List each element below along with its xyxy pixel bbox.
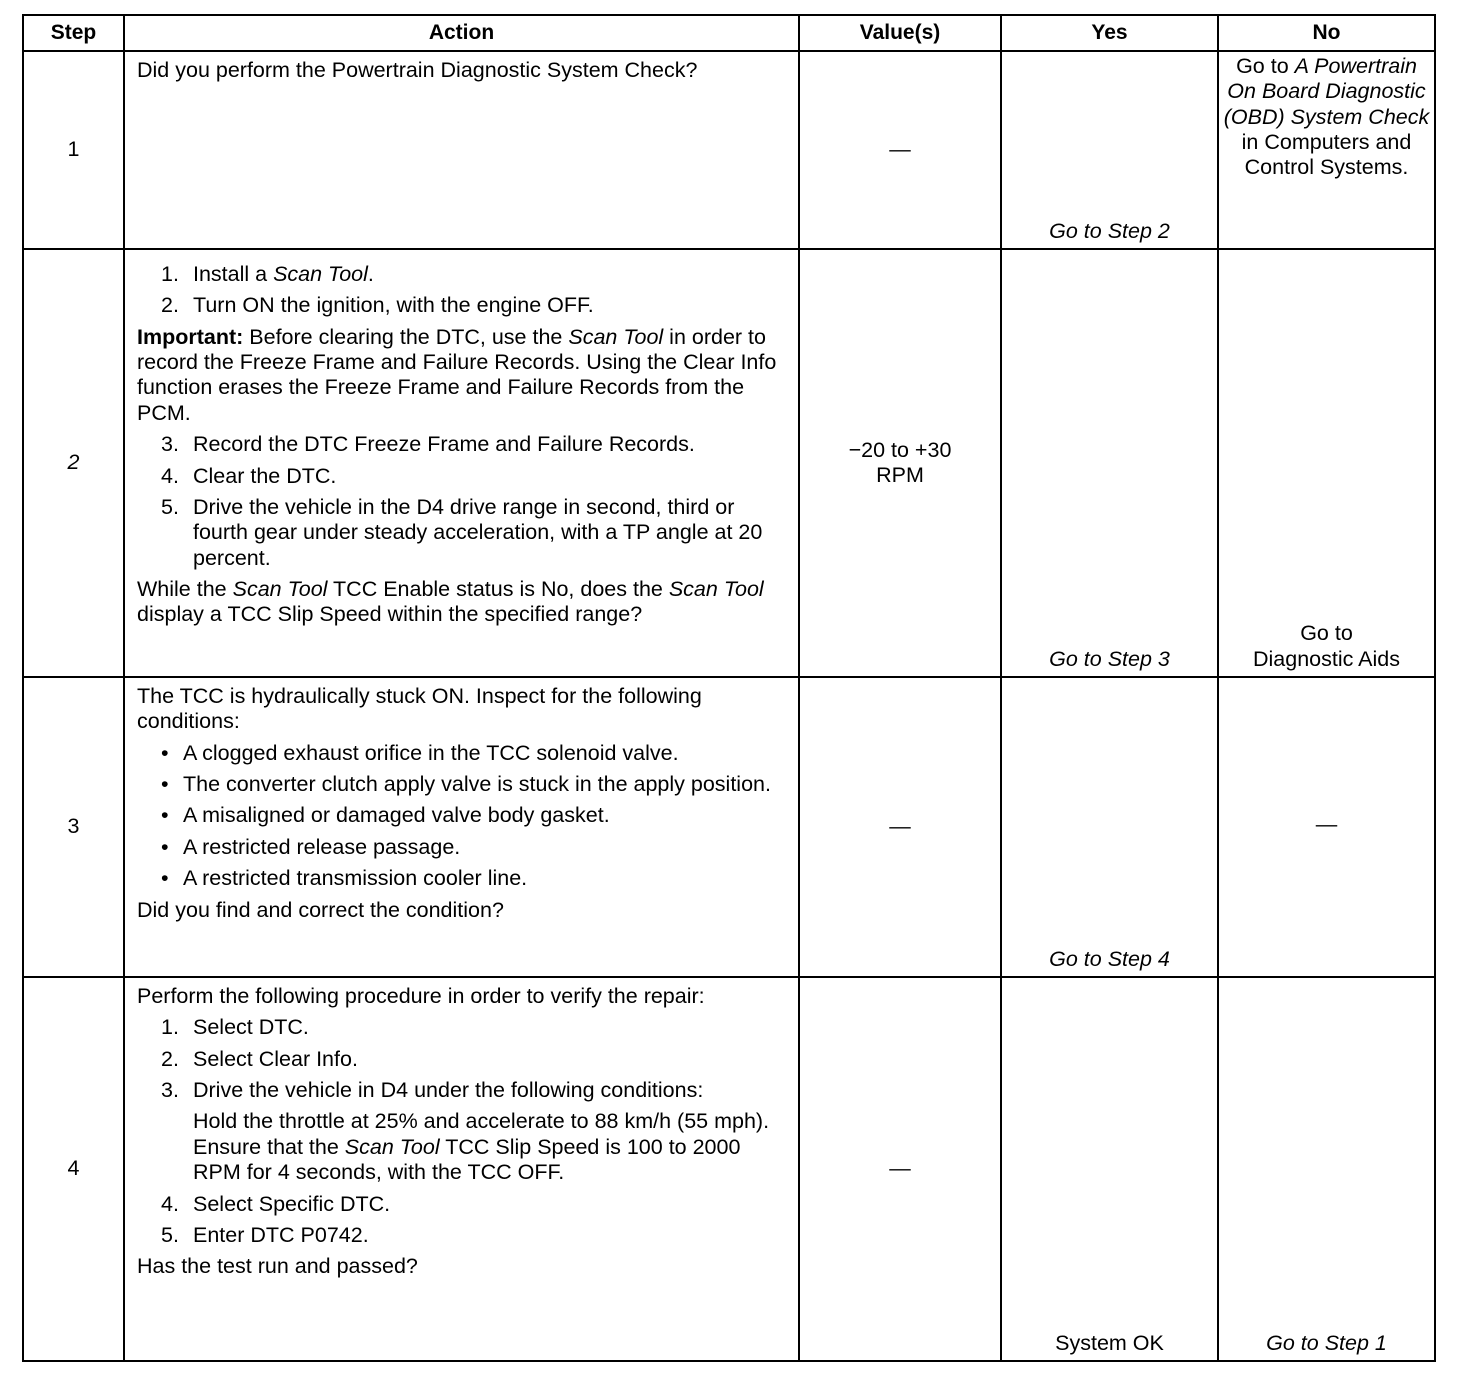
step-number: 3 — [23, 677, 124, 977]
bullet-icon: • — [161, 803, 169, 828]
list-text: A restricted release passage. — [183, 834, 461, 859]
no-cell — [1218, 51, 1435, 249]
action-cell — [124, 977, 799, 1361]
sub-text-em: Scan Tool — [344, 1134, 440, 1159]
yes-result: System OK — [1001, 977, 1218, 1361]
table-row — [23, 677, 1435, 977]
sub-text: Hold the throttle at 25% and accelerate to 88 km/h (55 mph). Ensure that the — [193, 1109, 770, 1159]
header-step: Step — [23, 15, 124, 51]
note-text: Before clearing the DTC, use the — [243, 324, 569, 349]
list-number: 2. — [161, 1046, 179, 1071]
sub-instruction — [193, 1109, 790, 1185]
list-item — [161, 1078, 790, 1103]
bullet-icon: • — [161, 740, 169, 765]
list-number: 3. — [161, 432, 179, 457]
list-item — [161, 262, 790, 287]
list-item — [161, 1192, 790, 1217]
list-text: The converter clutch apply valve is stuck in the apply position. — [183, 772, 771, 797]
yes-link[interactable]: Go to Step 2 — [1001, 51, 1218, 249]
list-number: 4. — [161, 1191, 179, 1216]
action-intro: Perform the following procedure in order to verify the repair: — [137, 984, 705, 1008]
value-text: −20 to +30 RPM — [848, 437, 952, 487]
action-cell — [124, 249, 799, 677]
sub-text: TCC Slip Speed is 100 to 2000 RPM for 4 seconds, with the TCC OFF. — [193, 1134, 741, 1185]
list-item — [161, 1047, 790, 1072]
yes-link[interactable]: Go to Step 3 — [1001, 249, 1218, 677]
list-item — [161, 1223, 790, 1248]
header-no: No — [1218, 15, 1435, 51]
list-item — [161, 293, 790, 318]
list-item — [161, 866, 790, 891]
important-note — [137, 325, 790, 426]
action-cell — [124, 677, 799, 977]
list-text: Turn ON the ignition, with the engine OFF. — [193, 293, 594, 318]
step-number: 1 — [23, 51, 124, 249]
header-yes: Yes — [1001, 15, 1218, 51]
header-values: Value(s) — [799, 15, 1001, 51]
list-item — [161, 1015, 790, 1040]
question-text: display a TCC Slip Speed within the specified range? — [137, 602, 643, 627]
list-item — [161, 803, 790, 828]
value-cell: — — [799, 677, 1001, 977]
no-cell: — — [1218, 677, 1435, 977]
table-row — [23, 977, 1435, 1361]
header-row — [23, 15, 1435, 51]
action-intro: The TCC is hydraulically stuck ON. Inspect for the following conditions: — [137, 684, 702, 734]
header-action: Action — [124, 15, 799, 51]
note-text-em: Scan Tool — [568, 324, 664, 349]
list-number: 4. — [161, 463, 179, 488]
action-cell — [124, 51, 799, 249]
list-number: 5. — [161, 494, 179, 519]
value-cell: — — [799, 51, 1001, 249]
list-item — [161, 495, 790, 571]
no-link[interactable]: Go to Step 1 — [1218, 977, 1435, 1361]
list-item — [161, 464, 790, 489]
bullet-icon: • — [161, 772, 169, 797]
list-text: Drive the vehicle in the D4 drive range in second, third or fourth gear under steady acceleration, with a TP angle at 20 percent. — [193, 494, 763, 570]
list-item — [161, 772, 790, 797]
list-text: A clogged exhaust orifice in the TCC solenoid valve. — [183, 740, 679, 765]
step-number: 4 — [23, 977, 124, 1361]
bullet-icon: • — [161, 834, 169, 859]
list-text: . — [367, 262, 374, 286]
note-text: in order to record the Freeze Frame and Failure Records. Using the Clear Info function erases the Freeze Frame and Failure Records from the PCM. — [137, 324, 777, 425]
no-link[interactable]: A Powertrain On Board Diagnostic (OBD) System Check — [1223, 54, 1430, 129]
list-item — [161, 835, 790, 860]
list-text: Clear the DTC. — [193, 463, 337, 488]
list-text: Select Specific DTC. — [193, 1191, 391, 1216]
value-cell: — — [799, 977, 1001, 1361]
value-cell — [799, 249, 1001, 677]
action-question — [137, 577, 790, 628]
table-row — [23, 249, 1435, 677]
no-text: Go to Diagnostic Aids — [1253, 621, 1400, 671]
diagnostic-table — [22, 14, 1436, 1362]
table-row — [23, 51, 1435, 249]
list-text: A restricted transmission cooler line. — [183, 866, 528, 891]
question-text-em: Scan Tool — [232, 576, 328, 601]
no-prefix: Go to — [1236, 54, 1289, 78]
action-question: Has the test run and passed? — [137, 1254, 418, 1279]
important-label: Important: — [137, 324, 244, 349]
list-text: Drive the vehicle in D4 under the following conditions: — [193, 1078, 704, 1103]
list-text-em: Scan Tool — [273, 262, 368, 286]
bullet-icon: • — [161, 866, 169, 891]
list-text: Select DTC. — [193, 1015, 309, 1040]
question-text: While the — [137, 576, 233, 601]
list-number: 2. — [161, 293, 179, 318]
action-question: Did you find and correct the condition? — [137, 897, 504, 922]
list-number: 5. — [161, 1222, 179, 1247]
list-text: Record the DTC Freeze Frame and Failure Records. — [193, 432, 695, 457]
list-text: A misaligned or damaged valve body gasket. — [183, 803, 610, 828]
step-number: 2 — [23, 249, 124, 677]
question-text: TCC Enable status is No, does the — [327, 576, 669, 601]
no-link[interactable] — [1218, 249, 1435, 677]
list-text: Select Clear Info. — [193, 1046, 358, 1071]
list-item — [161, 432, 790, 457]
action-question: Did you perform the Powertrain Diagnostic System Check? — [137, 58, 698, 82]
list-text: Install a — [193, 262, 274, 286]
no-suffix: in Computers and Control Systems. — [1241, 130, 1412, 180]
list-number: 1. — [161, 262, 179, 286]
yes-link[interactable]: Go to Step 4 — [1001, 677, 1218, 977]
list-item — [161, 741, 790, 766]
list-text: Enter DTC P0742. — [193, 1222, 369, 1247]
list-number: 1. — [161, 1015, 179, 1040]
list-number: 3. — [161, 1078, 179, 1103]
question-text-em: Scan Tool — [668, 576, 764, 601]
